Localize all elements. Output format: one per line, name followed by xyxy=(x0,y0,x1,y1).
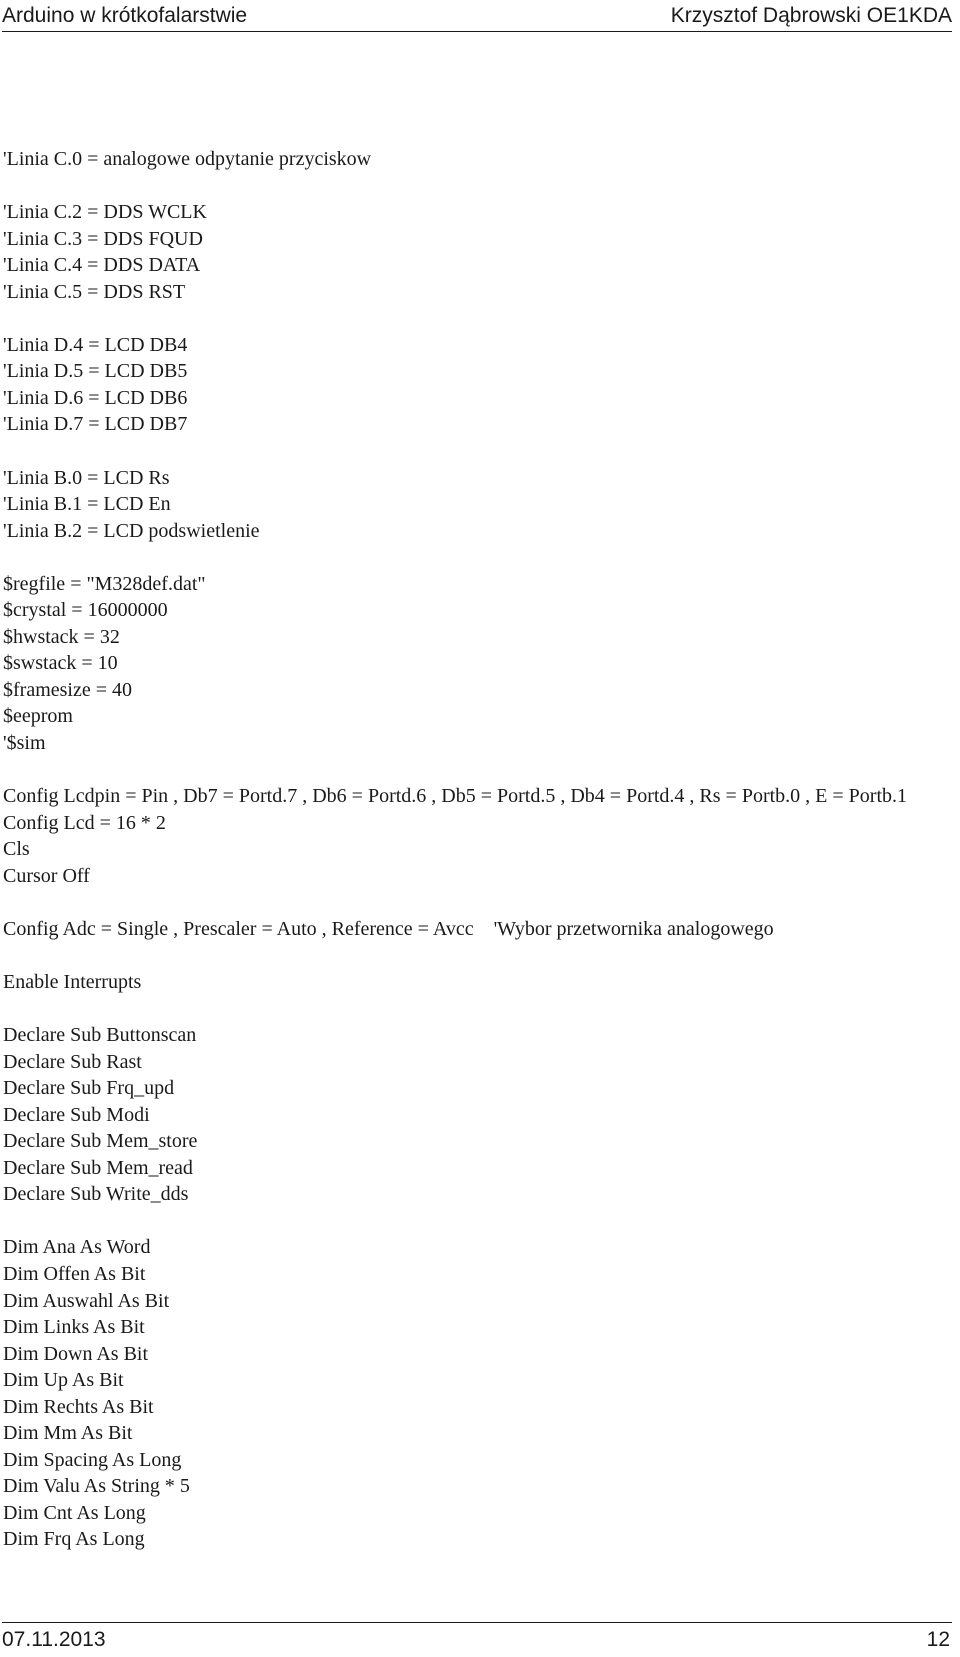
code-line: 'Linia C.4 = DDS DATA xyxy=(3,254,201,277)
code-line: Config Lcd = 16 * 2 xyxy=(3,811,166,834)
code-line: Config Adc = Single , Prescaler = Auto , Reference = Avcc 'Wybor przetwornika analogowego xyxy=(3,917,774,940)
blank-line xyxy=(3,1208,948,1235)
code-line: Declare Sub Write_dds xyxy=(3,1183,189,1206)
code-line: Dim Mm As Bit xyxy=(3,1422,133,1445)
blank-line xyxy=(3,544,948,571)
code-line: $crystal = 16000000 xyxy=(3,599,168,622)
code-line: Dim Rechts As Bit xyxy=(3,1395,154,1418)
code-line: Dim Valu As String * 5 xyxy=(3,1475,190,1498)
code-line: 'Linia B.1 = LCD En xyxy=(3,493,171,516)
blank-line xyxy=(3,438,948,465)
code-line: 'Linia C.2 = DDS WCLK xyxy=(3,201,207,224)
code-line: $regfile = "M328def.dat" xyxy=(3,572,206,595)
code-line: 'Linia C.5 = DDS RST xyxy=(3,280,186,303)
code-line: Dim Down As Bit xyxy=(3,1342,149,1365)
code-line: Dim Up As Bit xyxy=(3,1369,124,1392)
code-line: Dim Offen As Bit xyxy=(3,1262,146,1285)
code-line: Dim Links As Bit xyxy=(3,1316,145,1339)
document-title: Arduino w krótkofalarstwie xyxy=(2,4,248,27)
code-line: $framesize = 40 xyxy=(3,678,133,701)
code-line: 'Linia D.4 = LCD DB4 xyxy=(3,333,188,356)
code-line: Declare Sub Mem_store xyxy=(3,1130,198,1153)
code-line: Declare Sub Mem_read xyxy=(3,1156,193,1179)
code-line: $hwstack = 32 xyxy=(3,625,120,648)
code-line: 'Linia D.6 = LCD DB6 xyxy=(3,386,188,409)
code-line: Declare Sub Modi xyxy=(3,1103,150,1126)
code-line: Cls xyxy=(3,838,30,861)
code-line: Declare Sub Frq_upd xyxy=(3,1077,175,1100)
code-line: Config Lcdpin = Pin , Db7 = Portd.7 , Db6 = Portd.6 , Db5 = Portd.5 , Db4 = Portd.4 , Rs = Portb.0 , E = Portb.1 xyxy=(3,785,907,808)
code-line: 'Linia D.5 = LCD DB5 xyxy=(3,360,188,383)
code-line: Declare Sub Buttonscan xyxy=(3,1024,197,1047)
code-line: Dim Spacing As Long xyxy=(3,1448,182,1471)
code-line: $swstack = 10 xyxy=(3,652,118,675)
blank-line xyxy=(3,942,948,969)
code-listing xyxy=(3,146,948,1553)
code-line: Dim Cnt As Long xyxy=(3,1501,146,1524)
page-footer xyxy=(2,1625,950,1655)
footer-date: 07.11.2013 xyxy=(2,1628,106,1651)
blank-line xyxy=(3,173,948,200)
code-line: 'Linia C.3 = DDS FQUD xyxy=(3,227,203,250)
header-divider xyxy=(2,31,952,32)
page-number: 12 xyxy=(926,1628,950,1651)
code-line: Declare Sub Rast xyxy=(3,1050,142,1073)
blank-line xyxy=(3,996,948,1023)
code-line: 'Linia D.7 = LCD DB7 xyxy=(3,413,188,436)
blank-line xyxy=(3,889,948,916)
page-header xyxy=(2,0,952,30)
code-line: 'Linia B.2 = LCD podswietlenie xyxy=(3,519,260,542)
code-line: $eeprom xyxy=(3,705,73,728)
footer-divider xyxy=(2,1622,952,1623)
code-line: '$sim xyxy=(3,732,46,755)
code-line: 'Linia B.0 = LCD Rs xyxy=(3,466,170,489)
code-line: 'Linia C.0 = analogowe odpytanie przyciskow xyxy=(3,148,372,170)
code-line: Dim Frq As Long xyxy=(3,1528,145,1551)
document-author: Krzysztof Dąbrowski OE1KDA xyxy=(670,4,952,27)
blank-line xyxy=(3,305,948,332)
code-line: Dim Ana As Word xyxy=(3,1236,151,1259)
code-line: Cursor Off xyxy=(3,864,90,887)
blank-line xyxy=(3,757,948,784)
code-line: Dim Auswahl As Bit xyxy=(3,1289,170,1312)
code-line: Enable Interrupts xyxy=(3,970,142,993)
